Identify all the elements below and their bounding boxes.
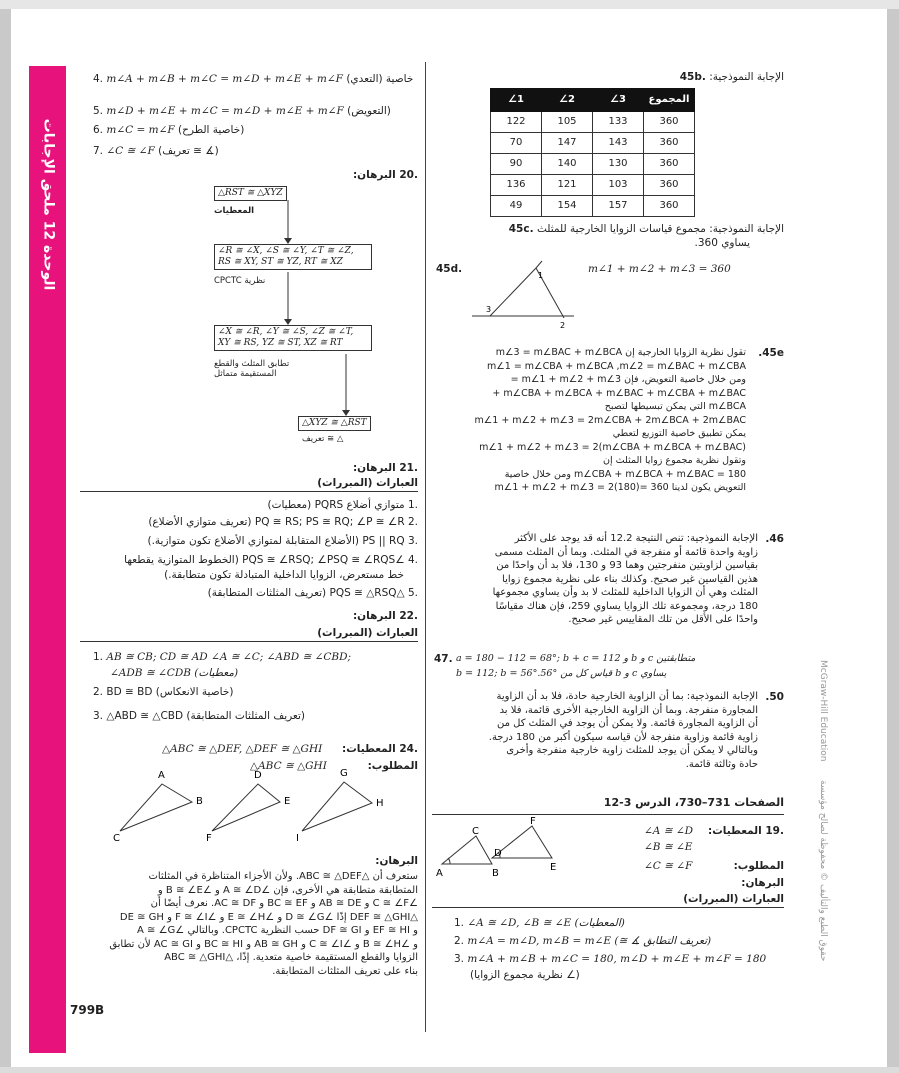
step-number: 7. — [93, 145, 104, 157]
table-cell: 122 — [491, 112, 542, 133]
proof-line: ∠C ≅ ∠F و AB ≅ DE و BC ≅ EF و AC ≅ DF. نعرف أيضًا أن — [150, 898, 418, 909]
angle-label: 1 — [538, 271, 544, 280]
statement-text: △PQS ≅ △RSQ (تعريف المثلثات المتطابقة) — [207, 587, 405, 599]
q21-header: العبارات (المبررات) — [317, 477, 418, 489]
statement-number: 1. — [454, 917, 465, 929]
proof-line: الزوايا والقطع المستقيمة خاصية متعدية. إذًا، △ABC ≅ △GHI — [164, 952, 418, 963]
flow-box: △XYZ ≅ △RST — [298, 416, 371, 431]
vertex-label: A — [436, 868, 443, 879]
paragraph-line: المجاورة منفرجة. وبما أن الزاوية الخارجية الأخرى قائمة، فلا بد — [499, 704, 758, 716]
column-header: ∠3 — [593, 89, 644, 112]
flow-box-line: ∠X ≅ ∠R, ∠Y ≅ ∠S, ∠Z ≅ ∠T, — [218, 327, 354, 337]
statement-row — [454, 952, 766, 966]
q45d-label: 45d. — [436, 263, 463, 275]
vertex-label: D — [254, 770, 262, 781]
proof-line: و ∠B ≅ ∠H و ∠C ≅ ∠I و AB ≅ GH و BC ≅ HI و AC ≅ GI لأن تطابق — [109, 938, 418, 950]
triangle-def — [212, 784, 280, 831]
statement-number: .3 — [407, 535, 418, 547]
step-reason: (تعريف ≅ ∡) — [158, 145, 219, 157]
paragraph-line: هذين القياسين غير صحيح. وكذلك بناء على نظرية مجموع زوايا — [502, 573, 758, 585]
q45d-expr: m∠1 + m∠2 + m∠3 = 360 — [588, 263, 731, 275]
angle-label: 3 — [486, 305, 492, 314]
statement-number: 3. — [93, 710, 104, 722]
table-cell: 360 — [644, 133, 695, 154]
statement-text: (نظرية مجموع الزوايا ∠) — [470, 969, 580, 981]
statement-number: .5 — [407, 587, 418, 599]
q19-given: ∠A ≅ ∠D — [644, 825, 694, 837]
q45b-sub: الإجابة النموذجية: — [709, 71, 784, 83]
vertex-label: E — [550, 862, 557, 873]
step-expression: ∠C ≅ ∠F — [106, 145, 155, 157]
q24-proof-paragraph — [80, 870, 418, 978]
table-cell: 360 — [644, 175, 695, 196]
step-reason: (التعويض) — [347, 105, 391, 117]
q19-proof-label: البرهان: — [741, 877, 784, 889]
statement-text: متوازي أضلاع PQRS (معطيات) — [267, 499, 405, 511]
proof-line: وتقول نظرية مجموع زوايا المثلث إن — [603, 455, 746, 466]
q19-triangles-figure — [432, 66, 784, 966]
q24-proof-label: البرهان: — [375, 855, 418, 867]
q24-given: △ABC ≅ △DEF, △DEF ≅ △GHI — [162, 743, 323, 755]
statement-number: 2. — [454, 935, 465, 947]
q45c-label: .45c — [508, 223, 534, 235]
chapter-sidebar-label: الوحدة 12 ملحق الإجابات — [40, 118, 57, 291]
q47-line: b = 112; b = 56°.56° قياس كل من b و c يساوي — [456, 668, 667, 679]
table-cell: 70 — [491, 133, 542, 154]
q45c-text: الإجابة النموذجية: مجموع قياسات الزوايا الخارجية للمثلث — [536, 223, 784, 235]
proof-line: بناء على تعريف المثلثات المتطابقة. — [272, 965, 418, 977]
vertex-label: G — [340, 768, 348, 779]
vertex-label: C — [472, 826, 479, 837]
triangle-ghi — [302, 782, 372, 831]
table-cell: 103 — [593, 175, 644, 196]
table-cell: 136 — [491, 175, 542, 196]
proof-line: و EF ≅ HI و DF ≅ GI حسب النظرية CPCTC. وبالتالي ∠A ≅ ∠G — [137, 925, 418, 936]
step-expression: m∠D + m∠E + m∠C = m∠D + m∠E + m∠F — [106, 105, 344, 117]
table-cell: 105 — [542, 112, 593, 133]
q19-prove-label: المطلوب: — [733, 860, 784, 872]
proof-line: تقول نظرية الزوايا الخارجية إن m∠3 = m∠BAC + m∠BCA — [495, 347, 746, 358]
section-heading: الصفحات 731–730، الدرس 3-12 — [603, 796, 784, 809]
step-number: 6. — [93, 124, 104, 136]
table-cell: 143 — [593, 133, 644, 154]
proof-line: m∠1 + m∠2 + m∠3 = 2(m∠CBA + m∠BCA + m∠BAC) — [479, 441, 746, 453]
q24-prove: △ABC ≅ △GHI — [250, 760, 327, 772]
vertex-label: A — [158, 770, 165, 781]
q47-line: a = 180 − 112 = 68°; b + c = 112 و b و c متطابقتين — [456, 653, 696, 664]
proof-line: m∠1 + m∠2 + m∠3 = 2m∠CBA + 2m∠BCA + 2m∠BAC — [474, 414, 746, 426]
angle-mark — [448, 858, 450, 864]
q47-label: 47. — [434, 653, 453, 665]
vertex-label: B — [196, 796, 203, 807]
paragraph-line: حادة وثالثة قائمة. — [685, 758, 758, 770]
paragraph-line: 180 درجة، ومجموعة تلك الزوايا يساوي 259، فإن هناك مقياسًا — [495, 600, 758, 612]
triangle-abc — [120, 784, 192, 831]
statement-text: m∠A = m∠D, m∠B = m∠E (≅ ∡ تعريف التطابق) — [467, 935, 712, 947]
step-number: 5. — [93, 105, 104, 117]
q46-label: .46 — [765, 533, 784, 545]
paragraph-line: أن الزاوية المجاورة قائمة. ولا يمكن أن يوجد في المثلث كل من — [496, 718, 758, 729]
table-cell: 147 — [542, 133, 593, 154]
paragraph-line: الإجابة النموذجية: تنص النتيجة 12.2 أنه قد يوجد على الأكثر — [514, 533, 758, 544]
statement-row — [454, 934, 711, 948]
table-cell: 49 — [491, 196, 542, 217]
statement-text: PQ ≅ RS; PS ≅ RQ; ∠P ≅ ∠R (تعريف متوازي الأضلاع) — [148, 516, 405, 528]
vertex-label: H — [376, 798, 384, 809]
angle-label: 2 — [560, 321, 566, 330]
table-cell: 133 — [593, 112, 644, 133]
paragraph-line: زاوية واحدة قائمة أو منفرجة في المثلث. وبما أن المثلث مسمى — [494, 546, 758, 558]
flow-box-line: RS ≅ XY, ST ≅ YZ, RT ≅ XZ — [218, 257, 343, 267]
step-reason: (خاصية الطرح) — [178, 124, 245, 136]
flow-reason: CPCTC نظرية — [214, 276, 266, 286]
statement-text: ∠A ≅ ∠D, ∠B ≅ ∠E (المعطيات) — [467, 917, 625, 929]
statement-number: 3. — [454, 953, 465, 965]
paragraph-line: واحدًا على الأقل من تلك المقاييس غير صحيح. — [568, 614, 758, 625]
proof-line: △DEF ≅ △GHI إذًا ∠D ≅ ∠G و ∠E ≅ ∠H و ∠F ≅ ∠I و DE ≅ GH — [119, 911, 418, 923]
step-reason: خاصية (التعدي) — [346, 73, 414, 85]
proof-line: المتطابقة متطابقة هي الأخرى، فإن ∠A ≅ ∠D و ∠B ≅ ∠E و — [157, 884, 418, 896]
q45c-text: يساوي 360. — [694, 237, 750, 249]
statement-number: .1 — [407, 499, 418, 511]
proof-line: ومن خلال خاصية التعويض، فإن m∠1 + m∠2 + m∠3 = — [510, 374, 746, 385]
statement-text: PS || RQ (الأضلاع المتقابلة لمتوازي الأضلاع تكون متوازية.) — [147, 535, 405, 547]
paragraph-line: الإجابة النموذجية: بما أن الزاوية الخارجية حادة، فلا بد أن الزاوية — [496, 691, 758, 702]
flow-box-line: ∠R ≅ ∠X, ∠S ≅ ∠Y, ∠T ≅ ∠Z, — [218, 246, 354, 256]
statement-text: △ABD ≅ △CBD (تعريف المثلثات المتطابقة) — [106, 710, 306, 722]
column-header: المجموع — [644, 89, 695, 112]
statement-number: 2. — [93, 686, 104, 698]
q45e-label: .45e — [758, 347, 784, 359]
statement-text: خط مستعرض، الزوايا الداخلية المتبادلة تكون متطابقة.) — [164, 569, 404, 581]
proof-line: m∠BCA التي يمكن تبسيطها لتصبح — [604, 401, 746, 412]
proof-line: m∠CBA + m∠BCA + m∠BAC = 180 ومن خلال خاصية — [504, 468, 746, 480]
statement-text: AB ≅ CB; CD ≅ AD ∠A ≅ ∠C; ∠ABD ≅ ∠CBD; — [106, 651, 352, 663]
statement-number: .2 — [407, 516, 418, 528]
proof-line: يمكن تطبيق خاصية التوزيع لتعطي — [612, 428, 746, 439]
statement-text: BD ≅ BD (خاصية الانعكاس) — [106, 686, 234, 698]
publisher-credit: McGraw-Hill Education — [818, 660, 828, 762]
flow-reason: تعريف ≅ △ — [302, 434, 344, 444]
vertex-label: E — [284, 796, 291, 807]
q45b-label: .45b — [679, 71, 706, 83]
column-divider — [425, 62, 426, 1032]
vertex-label: F — [206, 833, 212, 844]
paragraph-line: المثلث وهي أن الزوايا الداخلية للمثلث لا بد وأن يساوي مجموعها — [492, 587, 758, 598]
statement-number: 1. — [93, 651, 104, 663]
column-header: ∠2 — [542, 89, 593, 112]
proof-line: m∠CBA + m∠BCA + m∠BAC + m∠CBA + m∠BAC + — [492, 387, 746, 399]
q19-label: .19 المعطيات: — [708, 825, 784, 837]
table-cell: 121 — [542, 175, 593, 196]
table-cell: 157 — [593, 196, 644, 217]
statement-text: m∠A + m∠B + m∠C = 180, m∠D + m∠E + m∠F = 180 — [467, 953, 767, 965]
vertex-label: C — [113, 833, 120, 844]
q22-header: العبارات (المبررات) — [317, 627, 418, 639]
step-number: 4. — [93, 73, 104, 85]
table-cell: 90 — [491, 154, 542, 175]
statement-number: .4 — [407, 554, 418, 566]
flow-reason: المعطيات — [214, 206, 255, 216]
q24-label: .24 المعطيات: — [342, 743, 418, 755]
q19-given: ∠B ≅ ∠E — [644, 841, 693, 853]
flow-reason: المستقيمة متماثل — [214, 369, 277, 379]
step-expression: m∠C = m∠F — [106, 124, 175, 136]
paragraph-line: زاوية قائمة وزاوية منفرجة لأن قياسه سيكون أكبر من 180 درجة. — [488, 731, 758, 743]
proof-line: ستعرف أن △ABC ≅ △DEF. ولأن الأجزاء المتناظرة في المثلثات — [148, 871, 418, 882]
viewer-bottom-bar — [0, 1067, 899, 1073]
table-cell: 140 — [542, 154, 593, 175]
proof-line: التعويض يكون لدينا m∠1 + m∠2 + m∠3 = 2(180)= 360 — [494, 482, 746, 493]
q24-prove-label: المطلوب: — [367, 760, 418, 772]
q24-triangles-figure — [80, 66, 418, 886]
q50-label: .50 — [765, 691, 784, 703]
vertex-label: B — [492, 868, 499, 879]
proof-line: m∠1 = m∠CBA + m∠BCA ,m∠2 = m∠BAC + m∠CBA — [486, 360, 746, 372]
page-number: 799B — [70, 1003, 105, 1017]
statement-text: ∠ADB ≅ ∠CDB (معطيات) — [110, 667, 239, 679]
table-cell: 360 — [644, 112, 695, 133]
statement-row — [470, 968, 580, 982]
statement-text: ∠PQS ≅ ∠RSQ; ∠PSQ ≅ ∠RQS (الخطوط المتوازية يقطعها — [124, 554, 405, 566]
paragraph-line: بقياسين لزاويتين منفرجتين وهما 93 و 130، فلا بد أن واحدًا من — [496, 560, 758, 571]
table-cell: 154 — [542, 196, 593, 217]
q20-label: .20 البرهان: — [352, 169, 418, 181]
table-cell: 360 — [644, 154, 695, 175]
copyright-credit: حقوق الطبع والتأليف © محفوظة لصالح مؤسسة — [818, 780, 828, 962]
flow-box-line: XY ≅ RS, YZ ≅ ST, XZ ≅ RT — [218, 338, 343, 348]
flow-reason: تطابق المثلث والقطع — [214, 359, 290, 369]
q21-label: .21 البرهان: — [352, 462, 418, 474]
q19-header: العبارات (المبررات) — [683, 893, 784, 905]
flow-box: △RST ≅ △XYZ — [214, 186, 287, 201]
q22-label: .22 البرهان: — [352, 610, 418, 622]
step-expression: m∠A + m∠B + m∠C = m∠D + m∠E + m∠F — [106, 73, 343, 85]
table-cell: 130 — [593, 154, 644, 175]
paragraph-line: وبالتالي لا يمكن أن يوجد للمثلث زاوية خارجية منفرجة وأخرى — [506, 745, 758, 756]
viewer-top-bar — [0, 0, 899, 9]
chapter-sidebar — [29, 66, 66, 1053]
table-cell: 360 — [644, 196, 695, 217]
vertex-label: F — [530, 816, 536, 827]
vertex-label: D — [494, 848, 502, 859]
column-header: ∠1 — [491, 89, 542, 112]
vertex-label: I — [296, 833, 299, 844]
statement-row — [454, 916, 625, 930]
q19-prove: ∠C ≅ ∠F — [644, 860, 693, 872]
